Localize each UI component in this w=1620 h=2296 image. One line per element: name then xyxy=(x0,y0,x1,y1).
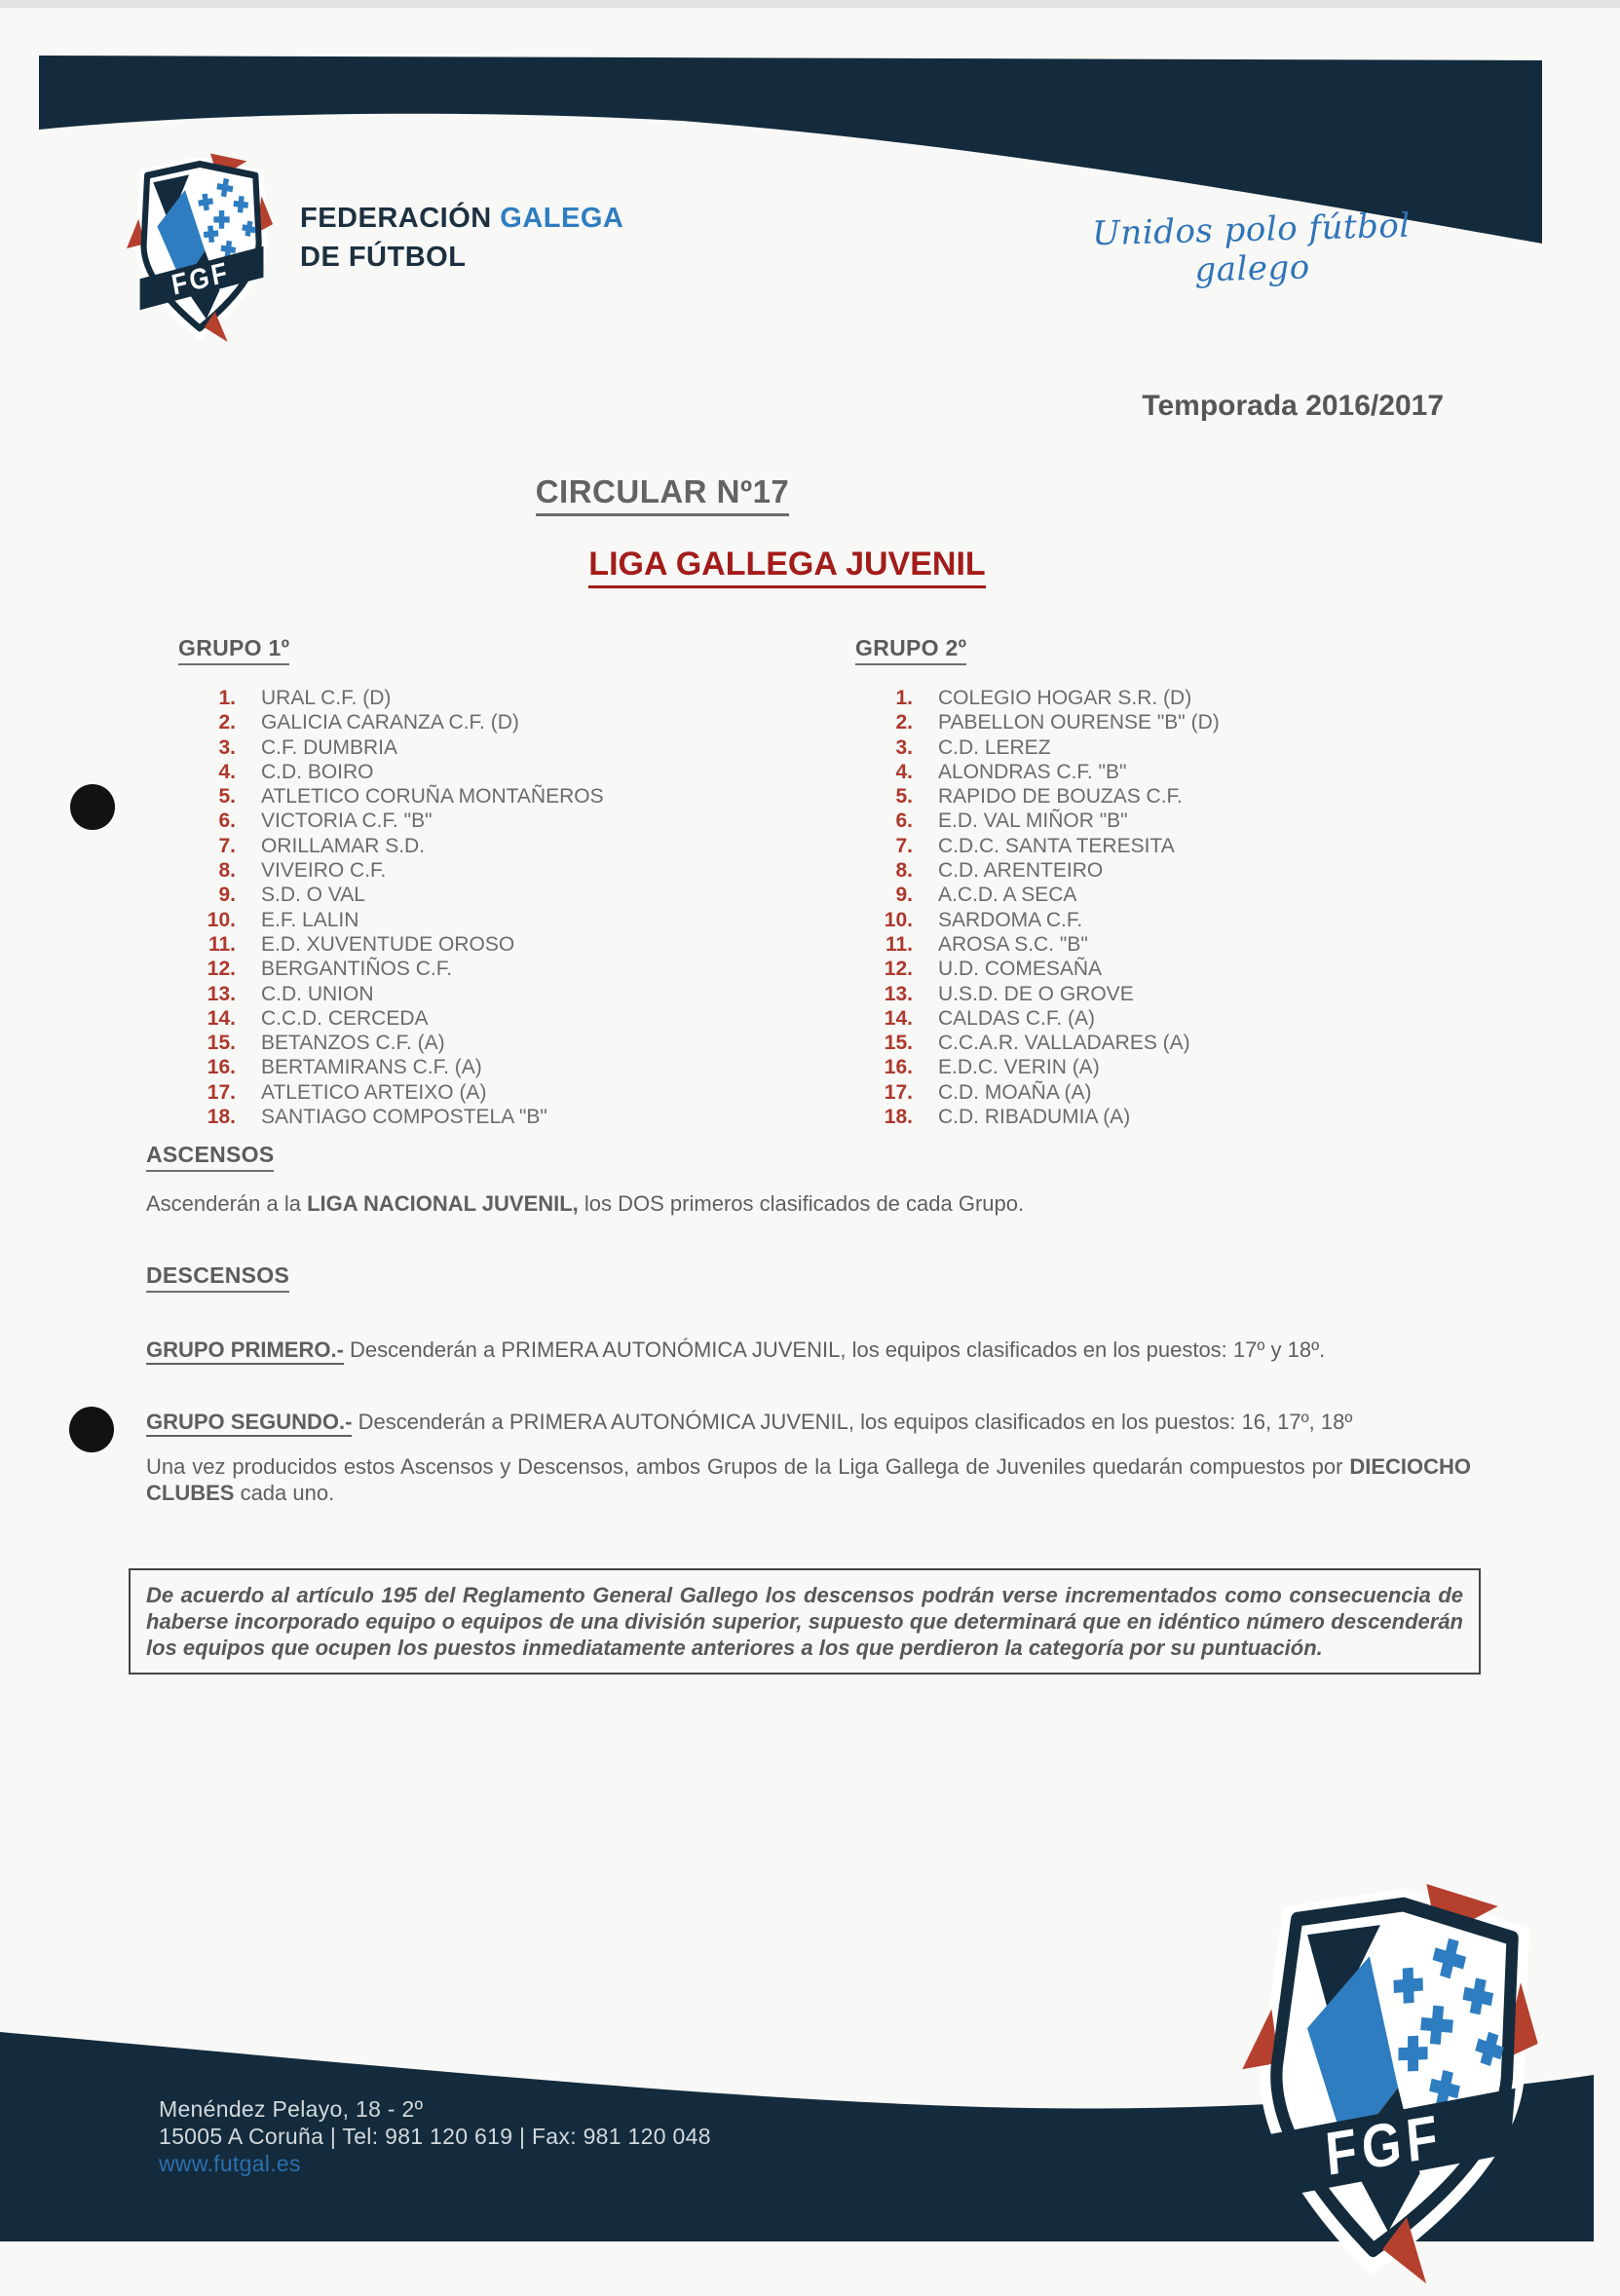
team-row xyxy=(870,883,1220,907)
circular-subtitle-row xyxy=(0,546,1574,588)
team-rank: 2. xyxy=(895,711,913,734)
hole-punch-mark-top xyxy=(70,784,115,830)
descensos-heading: DESCENSOS xyxy=(146,1262,289,1293)
federation-wordmark xyxy=(300,199,623,277)
descensos-group1-paragraph xyxy=(146,1336,1483,1363)
team-name: SANTIAGO COMPOSTELA "B" xyxy=(261,1106,547,1129)
team-rank: 17. xyxy=(207,1080,236,1104)
team-row xyxy=(870,1031,1220,1055)
team-row xyxy=(870,710,1220,734)
team-rank: 11. xyxy=(207,932,236,956)
team-name: AROSA S.C. "B" xyxy=(938,932,1088,956)
text-run: Una vez producidos estos Ascensos y Descensos, ambos Grupos de la Liga Gallega de Juveniles quedarán compuestos por xyxy=(146,1454,1350,1479)
team-rank: 9. xyxy=(895,884,913,907)
team-row xyxy=(193,932,604,957)
team-name: BETANZOS C.F. (A) xyxy=(261,1032,445,1055)
text-run: GRUPO SEGUNDO.- xyxy=(146,1410,352,1437)
fgf-logo-large xyxy=(1225,1866,1552,2292)
group-2-team-list xyxy=(870,686,1220,1129)
group-1-heading: GRUPO 1º xyxy=(178,635,289,665)
team-rank: 15. xyxy=(207,1032,236,1055)
team-rank: 8. xyxy=(218,859,236,883)
team-row xyxy=(870,1105,1220,1129)
team-rank: 6. xyxy=(218,809,236,833)
group-2-heading: GRUPO 2º xyxy=(855,635,966,665)
team-row xyxy=(870,932,1220,957)
team-row xyxy=(870,1006,1220,1031)
footer-website-link[interactable]: www.futgal.es xyxy=(159,2151,301,2176)
team-rank: 7. xyxy=(218,834,236,857)
team-row xyxy=(193,1080,604,1105)
team-row xyxy=(193,858,604,883)
scan-edge-strip xyxy=(0,0,1620,8)
descensos-group2-paragraph xyxy=(146,1409,1483,1435)
team-name: BERTAMIRANS C.F. (A) xyxy=(261,1056,482,1079)
team-name: PABELLON OURENSE "B" (D) xyxy=(938,711,1220,734)
team-rank: 13. xyxy=(207,982,236,1005)
team-name: C.D. BOIRO xyxy=(261,760,374,783)
team-rank: 5. xyxy=(895,785,913,809)
team-name: U.D. COMESAÑA xyxy=(938,958,1103,981)
team-name: ALONDRAS C.F. "B" xyxy=(938,760,1127,783)
team-row xyxy=(870,957,1220,981)
team-name: ATLETICO CORUÑA MONTAÑEROS xyxy=(261,785,604,809)
hole-punch-mark-bottom xyxy=(69,1407,114,1452)
team-name: U.S.D. DE O GROVE xyxy=(938,982,1134,1005)
team-rank: 3. xyxy=(895,735,913,759)
team-row xyxy=(193,834,604,858)
text-run: GRUPO PRIMERO.- xyxy=(146,1337,344,1365)
team-rank: 4. xyxy=(218,760,236,783)
text-run: cada uno. xyxy=(234,1481,335,1505)
team-name: GALICIA CARANZA C.F. (D) xyxy=(261,711,519,734)
team-row xyxy=(193,1031,604,1055)
footer-address-line2: 15005 A Coruña | Tel: 981 120 619 | Fax: 981 120 048 xyxy=(159,2124,711,2149)
federation-name-dark: FEDERACIÓN xyxy=(300,203,492,234)
team-name: S.D. O VAL xyxy=(261,884,365,907)
footer-address-line1: Menéndez Pelayo, 18 - 2º xyxy=(159,2096,424,2122)
text-run: los DOS primeros clasificados de cada Grupo. xyxy=(578,1191,1025,1216)
team-name: URAL C.F. (D) xyxy=(261,687,392,709)
team-rank: 1. xyxy=(895,687,913,709)
team-row xyxy=(870,784,1220,809)
team-row xyxy=(193,982,604,1006)
team-name: C.D. RIBADUMIA (A) xyxy=(938,1106,1131,1129)
text-run: DIECIOCHO CLUBES xyxy=(146,1454,1471,1505)
team-row xyxy=(870,1080,1220,1105)
team-row xyxy=(870,982,1220,1006)
team-name: VIVEIRO C.F. xyxy=(261,859,387,883)
team-name: VICTORIA C.F. "B" xyxy=(261,809,433,833)
federation-tagline: Unidos polo fútbol galego xyxy=(1091,206,1412,290)
team-name: A.C.D. A SECA xyxy=(938,884,1077,907)
team-name: RAPIDO DE BOUZAS C.F. xyxy=(938,785,1183,809)
team-rank: 14. xyxy=(884,1006,913,1030)
season-label: Temporada 2016/2017 xyxy=(1142,390,1444,422)
team-rank: 13. xyxy=(884,982,913,1005)
team-row xyxy=(193,735,604,760)
team-row xyxy=(870,760,1220,784)
team-rank: 11. xyxy=(885,932,913,956)
team-name: C.F. DUMBRIA xyxy=(261,735,398,759)
team-row xyxy=(870,834,1220,858)
team-rank: 12. xyxy=(884,958,913,981)
team-rank: 16. xyxy=(884,1056,913,1079)
team-row xyxy=(870,809,1220,833)
team-name: E.D. XUVENTUDE OROSO xyxy=(261,932,515,956)
team-rank: 10. xyxy=(207,908,236,931)
team-name: C.C.A.R. VALLADARES (A) xyxy=(938,1032,1190,1055)
team-rank: 8. xyxy=(895,859,913,883)
team-name: C.D. MOAÑA (A) xyxy=(938,1080,1092,1104)
team-name: E.D. VAL MIÑOR "B" xyxy=(938,809,1128,833)
team-name: ORILLAMAR S.D. xyxy=(261,834,426,857)
team-row xyxy=(193,784,604,809)
circular-title-row xyxy=(0,473,1325,516)
team-name: CALDAS C.F. (A) xyxy=(938,1006,1096,1030)
ascensos-heading: ASCENSOS xyxy=(146,1142,274,1172)
team-row xyxy=(193,1105,604,1129)
team-row xyxy=(870,735,1220,760)
team-name: E.D.C. VERIN (A) xyxy=(938,1056,1100,1079)
team-rank: 4. xyxy=(895,760,913,783)
team-row xyxy=(193,883,604,907)
team-row xyxy=(193,1006,604,1031)
team-rank: 14. xyxy=(207,1006,236,1030)
ascensos-paragraph xyxy=(146,1190,1483,1217)
team-row xyxy=(193,710,604,734)
federation-name-line1 xyxy=(300,199,623,238)
team-row xyxy=(870,858,1220,883)
text-run: Ascenderán a la xyxy=(146,1191,308,1216)
team-name: COLEGIO HOGAR S.R. (D) xyxy=(938,687,1192,709)
team-rank: 10. xyxy=(884,908,913,931)
circular-subtitle: LIGA GALLEGA JUVENIL xyxy=(588,546,985,588)
team-rank: 18. xyxy=(884,1106,913,1129)
team-name: C.C.D. CERCEDA xyxy=(261,1006,429,1030)
composition-paragraph xyxy=(146,1453,1471,1506)
team-rank: 2. xyxy=(218,711,236,734)
team-row xyxy=(193,760,604,784)
team-name: BERGANTIÑOS C.F. xyxy=(261,958,453,981)
team-row xyxy=(193,1055,604,1079)
team-rank: 5. xyxy=(218,785,236,809)
team-rank: 1. xyxy=(218,687,236,709)
team-row xyxy=(193,957,604,981)
text-run: Descenderán a PRIMERA AUTONÓMICA JUVENIL, los equipos clasificados en los puestos: 16, 17º, 18º xyxy=(352,1410,1353,1434)
team-rank: 17. xyxy=(884,1080,913,1104)
team-row xyxy=(870,908,1220,932)
team-rank: 7. xyxy=(895,834,913,857)
team-row xyxy=(193,686,604,710)
federation-name-line2: DE FÚTBOL xyxy=(300,242,467,273)
team-rank: 9. xyxy=(218,884,236,907)
team-name: C.D.C. SANTA TERESITA xyxy=(938,834,1175,857)
team-row xyxy=(870,686,1220,710)
text-run: Descenderán a PRIMERA AUTONÓMICA JUVENIL, los equipos clasificados en los puestos: 17º y 18º. xyxy=(343,1337,1326,1362)
team-rank: 15. xyxy=(884,1032,913,1055)
team-row xyxy=(193,809,604,833)
team-row xyxy=(193,908,604,932)
team-rank: 12. xyxy=(207,958,236,981)
team-row xyxy=(870,1055,1220,1079)
team-name: C.D. ARENTEIRO xyxy=(938,859,1104,883)
team-name: ATLETICO ARTEIXO (A) xyxy=(261,1080,487,1104)
group-1-team-list xyxy=(193,686,604,1129)
federation-name-accent: GALEGA xyxy=(500,203,624,234)
team-name: E.F. LALIN xyxy=(261,908,359,931)
team-name: C.D. UNION xyxy=(261,982,374,1005)
team-rank: 18. xyxy=(207,1106,236,1129)
team-rank: 6. xyxy=(895,809,913,833)
team-name: C.D. LEREZ xyxy=(938,735,1051,759)
regulation-note-box: De acuerdo al artículo 195 del Reglamento General Gallego los descensos podrán verse incrementados como consecuencia de haberse incorporado equipo o equipos de una división superior, supuesto que determinará que en idéntico número descenderán los equipos que ocupen los puestos inmediatamente anteriores a los que perdieron la categoría por su puntuación. xyxy=(129,1568,1481,1675)
fgf-logo-icon xyxy=(127,152,273,342)
text-run: LIGA NACIONAL JUVENIL, xyxy=(307,1191,579,1216)
team-rank: 3. xyxy=(218,735,236,759)
circular-title: CIRCULAR Nº17 xyxy=(536,473,790,516)
team-name: SARDOMA C.F. xyxy=(938,908,1083,931)
team-rank: 16. xyxy=(207,1056,236,1079)
